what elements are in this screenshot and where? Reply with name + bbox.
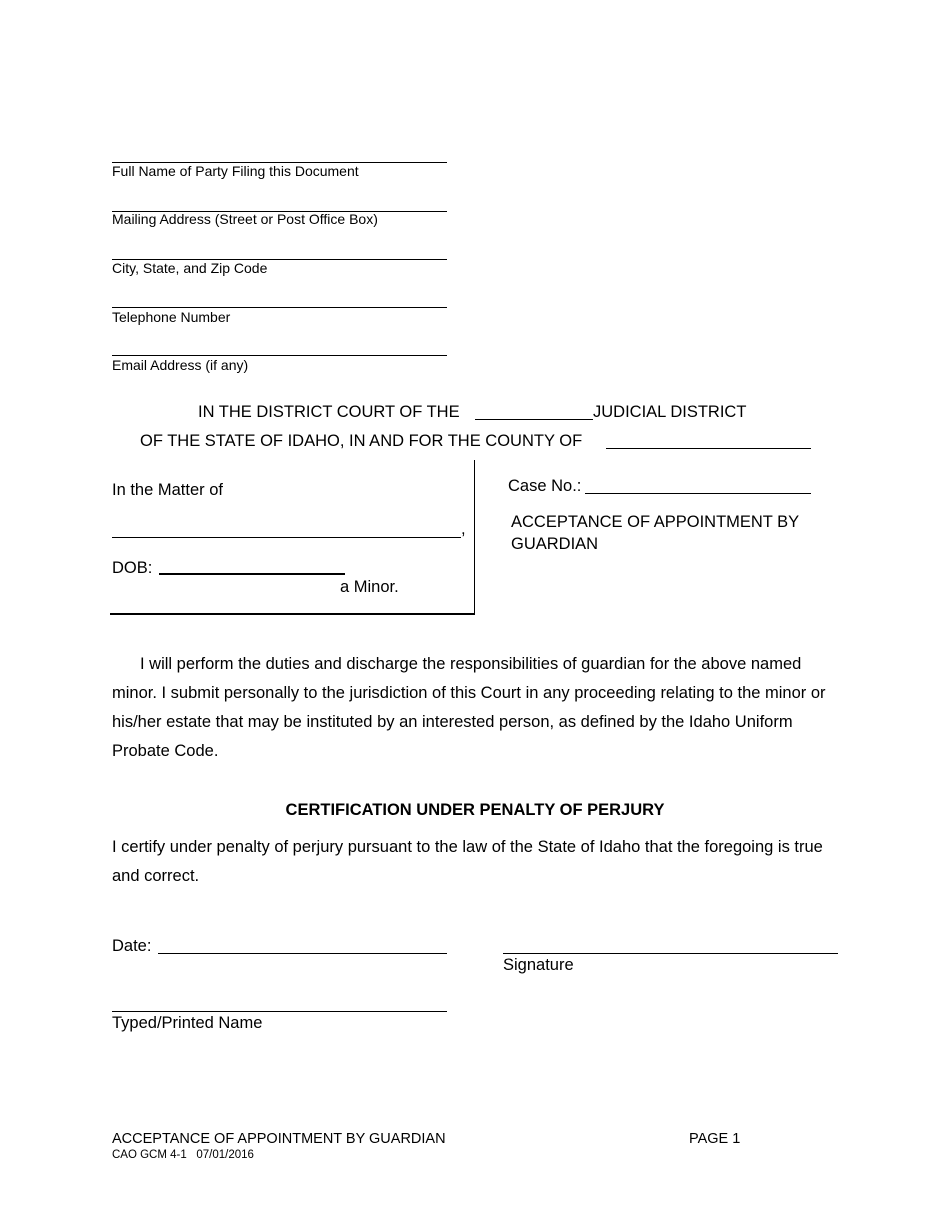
mailing-address-label: Mailing Address (Street or Post Office Box) xyxy=(112,211,378,227)
printed-name-line[interactable] xyxy=(112,1011,447,1012)
caption-bottom-rule xyxy=(110,613,475,615)
caption-divider-vertical xyxy=(474,460,475,615)
court-line1-suffix: JUDICIAL DISTRICT xyxy=(593,403,747,421)
footer-page-number: PAGE 1 xyxy=(689,1131,741,1147)
telephone-line[interactable] xyxy=(112,307,447,308)
certification-heading: CERTIFICATION UNDER PENALTY OF PERJURY xyxy=(285,801,665,819)
email-line[interactable] xyxy=(112,355,447,356)
minor-name-line[interactable] xyxy=(112,537,461,538)
dob-label: DOB: xyxy=(112,559,153,577)
a-minor-label: a Minor. xyxy=(340,578,399,596)
telephone-label: Telephone Number xyxy=(112,309,231,325)
footer-title: ACCEPTANCE OF APPOINTMENT BY GUARDIAN xyxy=(112,1131,446,1147)
minor-name-comma: , xyxy=(461,520,466,538)
signature-label: Signature xyxy=(503,956,574,974)
doc-title-line1: ACCEPTANCE OF APPOINTMENT BY xyxy=(511,513,800,531)
filer-name-label: Full Name of Party Filing this Document xyxy=(112,163,359,179)
city-state-zip-label: City, State, and Zip Code xyxy=(112,260,268,276)
signature-line[interactable] xyxy=(503,953,838,954)
court-line1-prefix: IN THE DISTRICT COURT OF THE xyxy=(198,403,460,421)
date-label: Date: xyxy=(112,937,152,955)
date-line[interactable] xyxy=(158,953,447,954)
body-paragraph: I will perform the duties and discharge the responsibilities of guardian for the above named minor. I submit personally to the jurisdiction of this Court in any proceeding relating to the minor or his/her estate that may be instituted by an interested person, as defined by the Idaho Uniform Probate Code. xyxy=(112,655,826,760)
dob-line[interactable] xyxy=(159,573,345,575)
court-line2: OF THE STATE OF IDAHO, IN AND FOR THE COUNTY OF xyxy=(140,432,583,450)
certification-text: I certify under penalty of perjury pursuant to the law of the State of Idaho that the foregoing is true and correct. xyxy=(112,838,823,885)
email-label: Email Address (if any) xyxy=(112,357,249,373)
case-no-line[interactable] xyxy=(585,493,811,494)
printed-name-label: Typed/Printed Name xyxy=(112,1014,263,1032)
judicial-district-blank[interactable] xyxy=(475,419,593,420)
doc-title-line2: GUARDIAN xyxy=(511,535,599,553)
county-blank[interactable] xyxy=(606,448,811,449)
in-matter-of-label: In the Matter of xyxy=(112,481,223,499)
footer-form-code: CAO GCM 4-1 07/01/2016 xyxy=(112,1149,254,1161)
case-no-label: Case No.: xyxy=(508,477,582,495)
